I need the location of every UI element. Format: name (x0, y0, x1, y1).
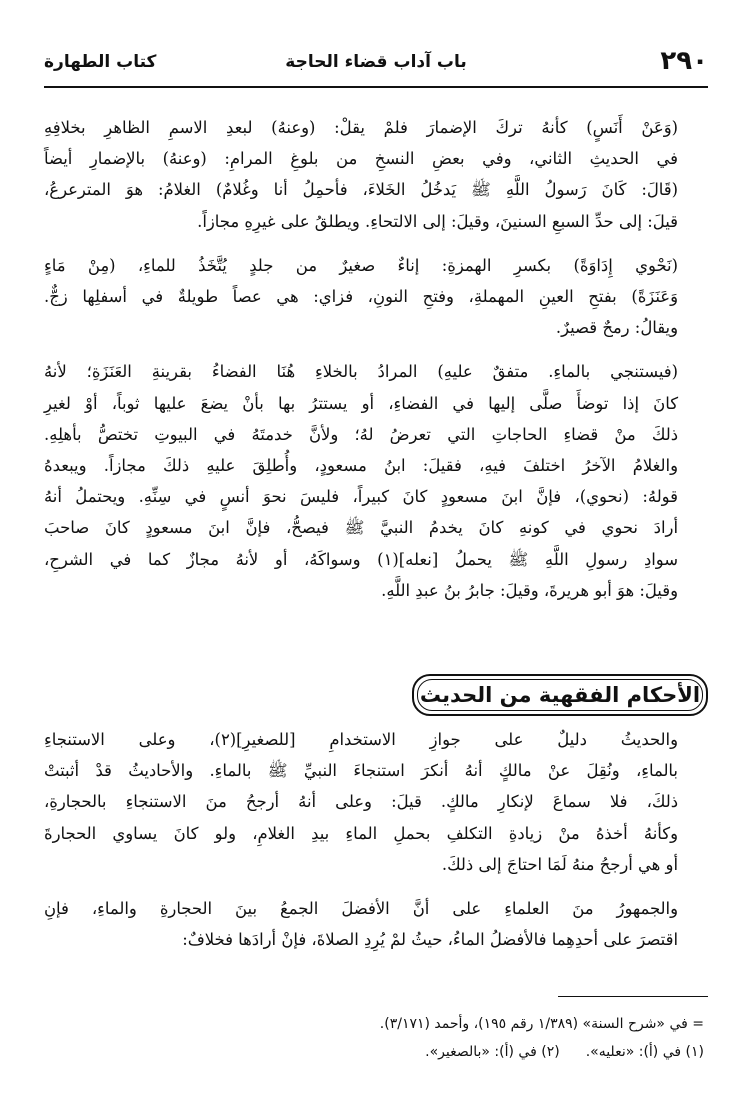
footnote-1: (١) في (أ): «نعليه». (585, 1044, 704, 1060)
text-line: كانَ إذا توضأَ صلَّى إليها في الفضاءِ، أو يستترُ بها بأنْ يضعَ عليها ثوباً، أوْ لغيرِ (44, 393, 678, 413)
text-line: ذلكَ، فلا سماعَ لإنكارِ مالكٍ. قيلَ: وعلى أنهُ أرجحُ منَ الاستنجاءِ بالحجارةِ، (44, 792, 678, 812)
paragraph-idawa (44, 250, 704, 344)
footnote-rule (558, 996, 708, 997)
section-heading (412, 674, 708, 716)
text-line: في الحديثِ الثاني، وفي بعضِ النسخِ من بلوغِ المرامِ: (وعنهُ) بالإضمارِ أيضاً (44, 149, 678, 169)
footnotes (44, 1010, 704, 1066)
footnote-row (44, 1038, 704, 1066)
text-line: ذلكَ منْ قضاءِ الحاجاتِ التي تعرضُ لهُ؛ ولأنَّ خدمتَهُ في البيوتِ تختصُّ بأهلِهِ. (44, 424, 678, 444)
paragraph-jumhur (44, 893, 704, 955)
text-line: وقيلَ: هوَ أبو هريرةَ، وقيلَ: جابرُ بنُ عبدِ اللَّهِ. (381, 580, 678, 600)
text-line: بالماءِ، ونُقِلَ عنْ مالكٍ أنهُ أنكرَ استنجاءَ النبيِّ ﷺ بالماءِ. والأحاديثُ قدْ أثبتتْ (44, 761, 678, 781)
header-rule (44, 86, 708, 88)
text-line: (فيستنجي بالماءِ. متفقٌ عليهِ) المرادُ بالخلاءِ هُنَا الفضاءُ بقرينةِ العَنَزَةِ؛ لأنهُ (44, 362, 678, 382)
paragraph-rulings (44, 724, 704, 880)
chapter-title: باب آداب قضاء الحاجة (285, 52, 467, 72)
text-line: (نَحْوي إِدَاوَةً) بكسرِ الهمزةِ: إناءٌ صغيرٌ من جلدٍ يُتَّخَذُ للماءِ، (مِنْ مَاءٍ (44, 255, 678, 275)
text-line: (وَعَنْ أَنَسٍ) كأنهُ تركَ الإضمارَ فلمْ يقلْ: (وعنهُ) لبعدِ الاسمِ الظاهرِ بخلافِهِ (44, 118, 678, 137)
text-line: قولهُ: (نحوي)، فإنَّ ابنَ مسعودٍ كانَ كبيراً، فليسَ نحوَ أنسٍ في سِنِّهِ. ويحتملُ أنهُ (44, 487, 678, 507)
book-title: كتاب الطهارة (44, 52, 157, 72)
paragraph-istinja (44, 356, 704, 606)
section-heading-wrap (0, 674, 752, 720)
section-heading-text: الأحكام الفقهية من الحديث (419, 683, 701, 707)
text-line: قيلَ: إلى حدِّ السبعِ السنينَ، وقيلَ: إلى الالتحاءِ. ويطلقُ على غيرِهِ مجازاً. (197, 211, 678, 231)
text-line: اقتصرَ على أحدِهِما فالأفضلُ الماءُ، حيثُ لمْ يُرِدِ الصلاةَ، فإنْ أرادَها فخلافٌ: (182, 930, 678, 950)
text-line: والغلامُ الآخرُ اختلفَ فيهِ، فقيلَ: ابنُ مسعودٍ، وأُطلِقَ عليهِ ذلكَ مجازاً. ويبعدهُ (44, 456, 678, 476)
footnote-2: (٢) في (أ): «بالصغير». (425, 1044, 560, 1060)
text-line: (قَالَ: كَانَ رَسولُ اللَّهِ ﷺ يَدخُلُ الخَلاءَ، فأحمِلُ أنا وغُلامٌ) الغلامُ: هوَ المترعرعُ، (44, 180, 678, 200)
text-line: أرادَ نحوي في كونهِ كانَ يخدمُ النبيَّ ﷺ فيصحُّ، فإنَّ ابنَ مسعودٍ كانَ صاحبَ (44, 518, 678, 538)
footnote-continuation: = في «شرح السنة» (١/٣٨٩ رقم ١٩٥)، وأحمد (٣/١٧١). (379, 1016, 704, 1032)
running-header (44, 46, 708, 86)
text-line: والجمهورُ منَ العلماءِ على أنَّ الأفضلَ الجمعُ بينَ الحجارةِ والماءِ، فإنِ (44, 899, 678, 919)
text-line: وَعَنَزَةً) بفتحِ العينِ المهملةِ، وفتحِ النونِ، فزاي: هي عصاً طويلةٌ في أسفلِها زجٌّ. (44, 287, 678, 307)
paragraph-anas (44, 112, 704, 237)
text-line: والحديثُ دليلٌ على جوازِ الاستخدامِ [للصغيرِ](٢)، وعلى الاستنجاءِ (44, 730, 679, 749)
text-line: أو هي أرجحُ منهُ لَمَا احتاجَ إلى ذلكَ. (441, 854, 678, 874)
commentary-body (44, 112, 704, 619)
text-line: ويقالُ: رمحٌ قصيرٌ. (555, 318, 678, 338)
rulings-body (44, 724, 704, 968)
page-number: ٢٩٠ (660, 46, 708, 76)
text-line: وكأنهُ أخذهُ منْ زيادةِ التكلفِ بحملِ الماءِ بيدِ الغلامِ، ولو كانَ يساوي الحجارةَ (44, 823, 678, 843)
text-line: سوادِ رسولِ اللَّهِ ﷺ يحملُ [نعله](١) وسواكَهُ، أو لأنهُ مجازٌ كما في الشرحِ، (44, 549, 678, 569)
